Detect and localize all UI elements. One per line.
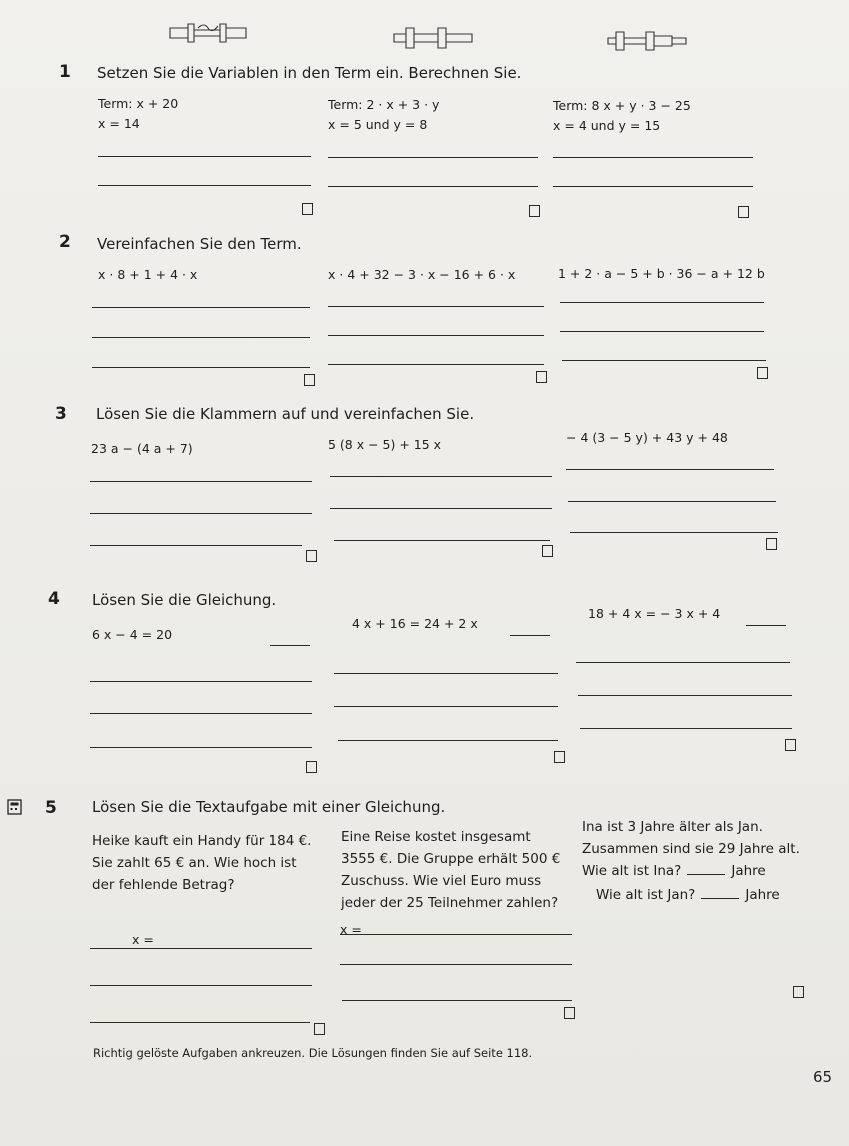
answer-line[interactable] xyxy=(340,964,572,965)
answer-line[interactable] xyxy=(746,625,786,626)
task-5-title: Lösen Sie die Textaufgabe mit einer Gleichung. xyxy=(92,798,446,816)
answer-line[interactable] xyxy=(338,740,558,741)
answer-line[interactable] xyxy=(568,501,776,502)
answer-line[interactable] xyxy=(90,481,312,482)
task-5c-text xyxy=(582,816,804,882)
answer-line[interactable] xyxy=(340,934,572,935)
task-2-title: Vereinfachen Sie den Term. xyxy=(97,235,302,253)
task-1a-values: x = 14 xyxy=(98,116,140,131)
task-5c-question-2-row xyxy=(596,884,780,906)
answer-line[interactable] xyxy=(90,747,312,748)
task-4-number: 4 xyxy=(48,589,60,609)
answer-line[interactable] xyxy=(334,540,550,541)
unit-label: Jahre xyxy=(731,863,766,879)
answer-line[interactable] xyxy=(576,662,790,663)
answer-line[interactable] xyxy=(553,186,753,187)
task-4-title: Lösen Sie die Gleichung. xyxy=(92,591,277,609)
task-2b-term: x · 4 + 32 − 3 · x − 16 + 6 · x xyxy=(328,267,516,282)
task-5a-answer-prefix: x = xyxy=(132,932,154,947)
task-3c-term: − 4 (3 − 5 y) + 43 y + 48 xyxy=(566,430,728,445)
check-box[interactable] xyxy=(542,545,553,557)
answer-line[interactable] xyxy=(328,186,538,187)
answer-line[interactable] xyxy=(270,645,310,646)
answer-line[interactable] xyxy=(334,673,558,674)
check-box[interactable] xyxy=(304,374,315,386)
answer-line[interactable] xyxy=(90,545,302,546)
task-2c-term: 1 + 2 · a − 5 + b · 36 − a + 12 b xyxy=(558,266,765,281)
task-1b-values: x = 5 und y = 8 xyxy=(328,117,428,132)
page-number: 65 xyxy=(813,1068,833,1086)
answer-line[interactable] xyxy=(578,695,792,696)
answer-line[interactable] xyxy=(98,185,311,186)
task-3-number: 3 xyxy=(55,404,67,424)
answer-line[interactable] xyxy=(328,364,544,365)
answer-line[interactable] xyxy=(98,156,311,157)
answer-line[interactable] xyxy=(553,157,753,158)
dumbbell-icon xyxy=(168,16,250,48)
check-box[interactable] xyxy=(554,751,565,763)
task-4b-term: 4 x + 16 = 24 + 2 x xyxy=(352,616,478,631)
task-2-number: 2 xyxy=(59,232,71,252)
answer-line[interactable] xyxy=(328,306,544,307)
dumbbell-icon xyxy=(392,24,500,52)
check-box[interactable] xyxy=(757,367,768,379)
check-box[interactable] xyxy=(529,205,540,217)
task-1b-term: Term: 2 · x + 3 · y xyxy=(328,97,440,112)
check-box[interactable] xyxy=(302,203,313,215)
check-box[interactable] xyxy=(738,206,749,218)
answer-line[interactable] xyxy=(90,681,312,682)
answer-line[interactable] xyxy=(90,1022,310,1023)
answer-line[interactable] xyxy=(328,157,538,158)
footer-note: Richtig gelöste Aufgaben ankreuzen. Die Lösungen finden Sie auf Seite 118. xyxy=(93,1046,533,1060)
task-5-number: 5 xyxy=(45,798,57,818)
answer-line[interactable] xyxy=(330,476,552,477)
answer-line[interactable] xyxy=(90,713,312,714)
check-box[interactable] xyxy=(536,371,547,383)
task-3a-term: 23 a − (4 a + 7) xyxy=(91,441,193,456)
task-3b-term: 5 (8 x − 5) + 15 x xyxy=(328,437,442,452)
answer-blank[interactable] xyxy=(687,862,725,875)
check-box[interactable] xyxy=(306,550,317,562)
calculator-icon xyxy=(6,798,24,816)
check-box[interactable] xyxy=(564,1007,575,1019)
answer-line[interactable] xyxy=(562,360,766,361)
task-1a-term: Term: x + 20 xyxy=(98,96,179,111)
task-5b-answer-prefix: x = xyxy=(340,922,362,937)
answer-line[interactable] xyxy=(92,337,310,338)
task-4c-term: 18 + 4 x = − 3 x + 4 xyxy=(588,606,721,621)
answer-line[interactable] xyxy=(90,985,312,986)
task-1-number: 1 xyxy=(59,62,71,82)
task-5c-question-1: Ina ist 3 Jahre älter als Jan. Zusammen sind sie 29 Jahre alt. Wie alt ist Ina? xyxy=(582,819,800,879)
check-box[interactable] xyxy=(766,538,777,550)
task-4a-term: 6 x − 4 = 20 xyxy=(92,627,173,642)
check-box[interactable] xyxy=(314,1023,325,1035)
answer-line[interactable] xyxy=(566,469,774,470)
answer-line[interactable] xyxy=(580,728,792,729)
answer-line[interactable] xyxy=(334,706,558,707)
dumbbell-icon xyxy=(606,26,692,54)
check-box[interactable] xyxy=(793,986,804,998)
task-5a-text: Heike kauft ein Handy für 184 €. Sie zahlt 65 € an. Wie hoch ist der fehlende Betrag? xyxy=(92,833,312,893)
answer-line[interactable] xyxy=(330,508,552,509)
answer-line[interactable] xyxy=(570,532,778,533)
answer-blank[interactable] xyxy=(701,886,739,899)
answer-line[interactable] xyxy=(510,635,550,636)
task-5b-text: Eine Reise kostet insgesamt 3555 €. Die Gruppe erhält 500 € Zuschuss. Wie viel Euro muss jeder der 25 Teilnehmer zahlen? xyxy=(341,829,561,911)
unit-label: Jahre xyxy=(745,887,780,903)
answer-line[interactable] xyxy=(90,948,312,949)
check-box[interactable] xyxy=(785,739,796,751)
task-3-title: Lösen Sie die Klammern auf und vereinfachen Sie. xyxy=(96,405,475,423)
answer-line[interactable] xyxy=(92,367,310,368)
answer-line[interactable] xyxy=(328,335,544,336)
answer-line[interactable] xyxy=(342,1000,572,1001)
task-5c-question-2: Wie alt ist Jan? xyxy=(596,887,696,903)
task-1-title: Setzen Sie die Variablen in den Term ein. Berechnen Sie. xyxy=(97,64,522,82)
answer-line[interactable] xyxy=(560,302,764,303)
answer-line[interactable] xyxy=(90,513,312,514)
task-2a-term: x · 8 + 1 + 4 · x xyxy=(98,267,198,282)
answer-line[interactable] xyxy=(92,307,310,308)
task-1c-term: Term: 8 x + y · 3 − 25 xyxy=(553,98,691,113)
check-box[interactable] xyxy=(306,761,317,773)
task-1c-values: x = 4 und y = 15 xyxy=(553,118,661,133)
answer-line[interactable] xyxy=(560,331,764,332)
